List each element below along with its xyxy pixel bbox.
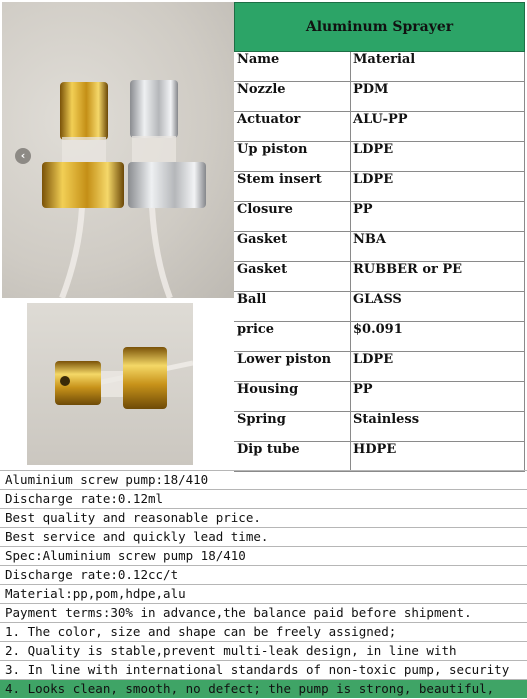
note-line: 3. In line with international standards of non-toxic pump, security [0,660,527,679]
note-line: 2. Quality is stable,prevent multi-leak design, in line with [0,641,527,660]
note-line: Payment terms:30% in advance,the balance paid before shipment. [0,603,527,622]
table-row [234,142,525,172]
row-label: Closure [237,202,293,217]
note-line: 1. The color, size and shape can be freely assigned; [0,622,527,641]
note-line: Best quality and reasonable price. [0,508,527,527]
row-label: Gasket [237,262,288,277]
row-label: Stem insert [237,172,322,187]
table-row [234,442,525,472]
table-row [234,202,525,232]
product-photo-main [2,2,234,298]
note-line-highlighted: 4. Looks clean, smooth, no defect; the pump is strong, beautiful, [0,679,527,698]
note-line: Aluminium screw pump:18/410 [0,470,527,489]
table-row [234,382,525,412]
note-line: Discharge rate:0.12ml [0,489,527,508]
table-row [234,292,525,322]
product-photo-detail [27,303,193,465]
row-value: ALU-PP [353,112,408,127]
row-value: LDPE [353,352,394,367]
row-label: Lower piston [237,352,332,367]
note-line: Spec:Aluminium screw pump 18/410 [0,546,527,565]
row-value: GLASS [353,292,402,307]
row-label: Name [237,52,280,67]
row-value: RUBBER or PE [353,262,463,277]
row-label: Ball [237,292,267,307]
note-line: Material:pp,pom,hdpe,alu [0,584,527,603]
sprayer-side-image [27,303,193,465]
row-value: LDPE [353,142,394,157]
chevron-left-icon[interactable]: ‹ [15,148,31,164]
table-row [234,112,525,142]
note-line: Discharge rate:0.12cc/t [0,565,527,584]
table-row [234,412,525,442]
row-value: PP [353,202,373,217]
row-label: Actuator [237,112,301,127]
row-value: Stainless [353,412,420,427]
row-value: PP [353,382,373,397]
row-label: Gasket [237,232,288,247]
table-title: Aluminum Sprayer [234,2,525,52]
row-label: Spring [237,412,286,427]
row-label: Housing [237,382,299,397]
row-label: Nozzle [237,82,286,97]
row-value: NBA [353,232,386,247]
note-line: Best service and quickly lead time. [0,527,527,546]
row-value: HDPE [353,442,397,457]
table-row [234,52,525,82]
row-label: Up piston [237,142,308,157]
row-value: LDPE [353,172,394,187]
table-row [234,82,525,112]
row-value: Material [353,52,416,67]
table-row [234,172,525,202]
table-row [234,262,525,292]
row-label: Dip tube [237,442,300,457]
sprayer-pair-image [2,2,234,298]
row-value: PDM [353,82,389,97]
table-row [234,322,525,352]
table-row [234,232,525,262]
table-row [234,352,525,382]
row-value: $0.091 [353,322,403,337]
row-label: price [237,322,275,337]
